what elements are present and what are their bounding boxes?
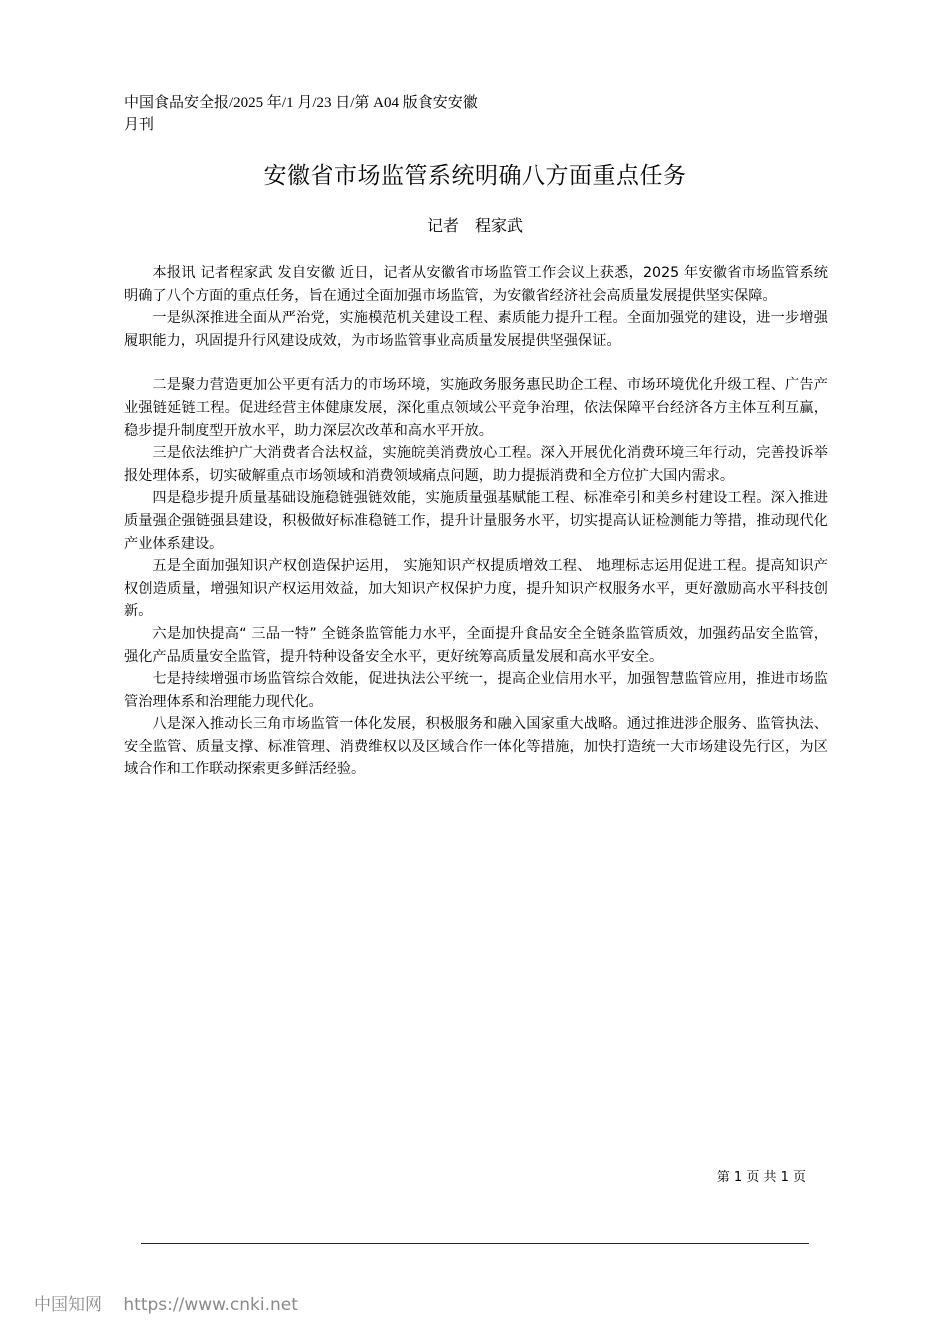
footer-divider: [141, 1243, 809, 1244]
paragraph-task-8: 八是深入推动长三角市场监管一体化发展，积极服务和融入国家重大战略。通过推进涉企服务、监管执法、安全监管、质量支撑、标准管理、消费维权以及区域合作一体化等措施，加快打造统一大市场建设先行区，为区域合作和工作联动探索更多鲜活经验。: [124, 716, 828, 778]
author-line: 记者 程家武: [426, 216, 523, 235]
paragraph-task-5: 五是全面加强知识产权创造保护运用， 实施知识产权提质增效工程、 地理标志运用促进工程。提高知识产权创造质量，增强知识产权运用效益，加大知识产权保护力度，提升知识产权服务水平，更好激励高水平科技创新。: [124, 558, 828, 620]
paragraph-task-4: 四是稳步提升质量基础设施稳链强链效能，实施质量强基赋能工程、标准牵引和美乡村建设工程。深入推进质量强企强链强县建设，积极做好标准稳链工作，提升计量服务水平，切实提高认证检测能力等措，推动现代化产业体系建设。: [124, 490, 828, 552]
paragraph-task-6: 六是加快提高“ 三品一特” 全链条监管能力水平，全面提升食品安全全链条监管质效，加强药品安全监管，强化产品质量安全监管，提升特种设备安全水平，更好统筹高质量发展和高水平安全。: [124, 625, 828, 665]
watermark-brand: 中国知网: [34, 1295, 102, 1315]
source-line: 中国食品安全报/2025 年/1 月/23 日/第 A04 版食安安徽月刊: [124, 95, 478, 133]
paragraph-task-7: 七是持续增强市场监管综合效能，促进执法公平统一，提高企业信用水平，加强智慧监管应用，推进市场监管治理体系和治理能力现代化。: [124, 671, 828, 710]
page-number: 第 1 页 共 1 页: [716, 1170, 806, 1185]
watermark-url[interactable]: https://www.cnki.net: [123, 1295, 298, 1315]
cnki-watermark: [34, 1294, 298, 1316]
paragraph-task-1: 一是纵深推进全面从严治党，实施模范机关建设工程、素质能力提升工程。全面加强党的建设，进一步增强履职能力，巩固提升行风建设成效，为市场监管事业高质量发展提供坚强保证。: [124, 310, 828, 349]
article-title: 安徽省市场监管系统明确八方面重点任务: [263, 163, 687, 189]
paragraph-task-3: 三是依法维护广大消费者合法权益，实施皖美消费放心工程。深入开展优化消费环境三年行动，完善投诉举报处理体系，切实破解重点市场领域和消费领域痛点问题，助力提振消费和全方位扩大国内需求。: [124, 445, 828, 484]
article-body: [124, 262, 828, 781]
paragraph-intro: 本报讯 记者程家武 发自安徽 近日，记者从安徽省市场监管工作会议上获悉，2025 年安徽省市场监管系统明确了八个方面的重点任务，旨在通过全面加强市场监管，为安徽省经济社会高质量发展提供坚实保障。: [124, 265, 828, 304]
paragraph-task-2: 二是聚力营造更加公平更有活力的市场环境，实施政务服务惠民助企工程、市场环境优化升级工程、广告产业强链延链工程。促进经营主体健康发展，深化重点领域公平竞争治理，依法保障平台经济各方主体互利互赢，稳步提升制度型开放水平，助力深层次改革和高水平开放。: [124, 377, 828, 439]
